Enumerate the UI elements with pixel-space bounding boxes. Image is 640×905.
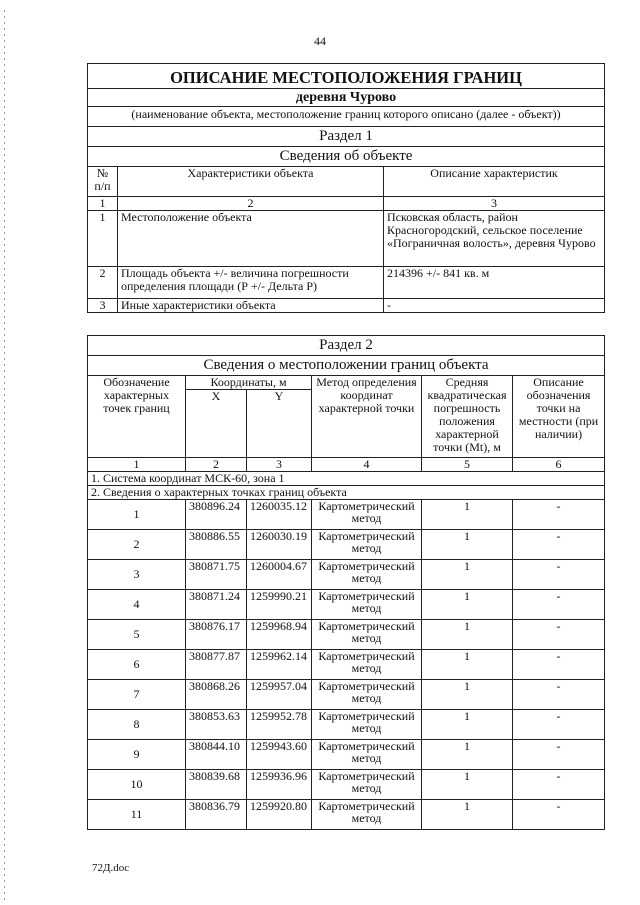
col-index: 2 [186, 458, 247, 472]
margin-dash [4, 166, 5, 168]
margin-dash [4, 886, 5, 888]
margin-dash [4, 592, 5, 594]
point-desc: - [513, 500, 605, 530]
margin-dash [4, 130, 5, 132]
point-id: 5 [88, 620, 186, 650]
margin-dash [4, 238, 5, 240]
margin-dash [4, 106, 5, 108]
col-x-header: X [186, 390, 247, 458]
point-id: 3 [88, 560, 186, 590]
margin-dash [4, 772, 5, 774]
margin-dash [4, 388, 5, 390]
margin-dash [4, 232, 5, 234]
point-desc: - [513, 620, 605, 650]
margin-dash [4, 286, 5, 288]
margin-dash [4, 436, 5, 438]
section2-table [87, 335, 605, 830]
point-id: 9 [88, 740, 186, 770]
point-mt: 1 [422, 680, 513, 710]
margin-dash [4, 676, 5, 678]
margin-dash [4, 172, 5, 174]
margin-dash [4, 64, 5, 66]
col-coords-header: Координаты, м [186, 376, 312, 390]
point-desc: - [513, 710, 605, 740]
point-mt: 1 [422, 740, 513, 770]
margin-dash [4, 814, 5, 816]
margin-dash [4, 34, 5, 36]
margin-dash [4, 16, 5, 18]
point-mt: 1 [422, 770, 513, 800]
document-title: ОПИСАНИЕ МЕСТОПОЛОЖЕНИЯ ГРАНИЦ [88, 64, 605, 89]
point-id: 7 [88, 680, 186, 710]
section2-subheading: Сведения о местоположении границ объекта [88, 356, 605, 376]
table-row [88, 211, 605, 267]
point-id: 6 [88, 650, 186, 680]
margin-dash [4, 142, 5, 144]
margin-dash [4, 424, 5, 426]
margin-dash [4, 190, 5, 192]
margin-dash [4, 370, 5, 372]
point-id: 11 [88, 800, 186, 830]
row-value: Псковская область, район Красногородский, сельское поселение «Пограничная волость», деревня Чурово [384, 211, 605, 267]
margin-dash [4, 82, 5, 84]
point-method: Картометрический метод [312, 650, 422, 680]
point-method: Картометрический метод [312, 770, 422, 800]
col-accuracy-header: Средняя квадратическая погрешность положения характерной точки (Mt), м [422, 376, 513, 458]
margin-dash [4, 448, 5, 450]
margin-dash [4, 28, 5, 30]
margin-dash [4, 526, 5, 528]
margin-dash [4, 244, 5, 246]
section2-heading: Раздел 2 [88, 336, 605, 356]
margin-dash [4, 478, 5, 480]
point-mt: 1 [422, 800, 513, 830]
point-y: 1259936.96 [247, 770, 312, 800]
row-name: Местоположение объекта [118, 211, 384, 267]
margin-dash [4, 352, 5, 354]
margin-dash [4, 862, 5, 864]
margin-dash [4, 88, 5, 90]
point-x: 380896.24 [186, 500, 247, 530]
point-y: 1259968.94 [247, 620, 312, 650]
point-method: Картометрический метод [312, 530, 422, 560]
margin-dash [4, 358, 5, 360]
margin-dash [4, 562, 5, 564]
table-row [88, 800, 605, 830]
point-y: 1259990.21 [247, 590, 312, 620]
margin-dash [4, 226, 5, 228]
margin-dash [4, 304, 5, 306]
point-desc: - [513, 650, 605, 680]
margin-dash [4, 490, 5, 492]
point-method: Картометрический метод [312, 680, 422, 710]
margin-dash [4, 46, 5, 48]
margin-dash [4, 736, 5, 738]
points-title: 2. Сведения о характерных точках границ объекта [88, 486, 605, 500]
margin-dash [4, 268, 5, 270]
margin-dash [4, 808, 5, 810]
col-point-header: Обозначение характерных точек границ [88, 376, 186, 458]
col-desc-header: Описание характеристик [384, 167, 605, 197]
margin-dash [4, 568, 5, 570]
row-value: - [384, 299, 605, 313]
point-x: 380871.75 [186, 560, 247, 590]
table-row [88, 680, 605, 710]
margin-dash [4, 430, 5, 432]
margin-dash [4, 820, 5, 822]
margin-dash [4, 538, 5, 540]
point-x: 380853.63 [186, 710, 247, 740]
col-index: 1 [88, 197, 118, 211]
margin-dash [4, 310, 5, 312]
margin-dash [4, 70, 5, 72]
point-id: 10 [88, 770, 186, 800]
margin-dash [4, 742, 5, 744]
point-x: 380868.26 [186, 680, 247, 710]
margin-dash [4, 412, 5, 414]
margin-dash [4, 688, 5, 690]
margin-dash [4, 292, 5, 294]
point-mt: 1 [422, 500, 513, 530]
margin-dash [4, 22, 5, 24]
margin-dash [4, 898, 5, 900]
margin-dash [4, 874, 5, 876]
margin-dash [4, 340, 5, 342]
point-method: Картометрический метод [312, 800, 422, 830]
margin-dash [4, 580, 5, 582]
col-index: 5 [422, 458, 513, 472]
margin-dash [4, 418, 5, 420]
point-mt: 1 [422, 530, 513, 560]
point-method: Картометрический метод [312, 590, 422, 620]
table-row [88, 530, 605, 560]
point-y: 1260004.67 [247, 560, 312, 590]
margin-dash [4, 208, 5, 210]
point-mt: 1 [422, 620, 513, 650]
row-num: 1 [88, 211, 118, 267]
point-y: 1259962.14 [247, 650, 312, 680]
margin-dash [4, 100, 5, 102]
margin-dash [4, 622, 5, 624]
margin-dash [4, 778, 5, 780]
margin-dash [4, 322, 5, 324]
margin-dash [4, 520, 5, 522]
margin-dash [4, 856, 5, 858]
margin-dash [4, 274, 5, 276]
margin-dash [4, 838, 5, 840]
row-num: 2 [88, 267, 118, 299]
point-method: Картометрический метод [312, 710, 422, 740]
margin-dash [4, 574, 5, 576]
margin-dash [4, 52, 5, 54]
margin-dash [4, 262, 5, 264]
margin-dash [4, 40, 5, 42]
margin-dash [4, 664, 5, 666]
point-desc: - [513, 770, 605, 800]
margin-dash [4, 748, 5, 750]
margin-dash [4, 604, 5, 606]
margin-dash [4, 892, 5, 894]
point-y: 1259943.60 [247, 740, 312, 770]
section1-heading: Раздел 1 [88, 127, 605, 147]
margin-dash [4, 484, 5, 486]
margin-dash [4, 844, 5, 846]
margin-dash [4, 10, 5, 12]
margin-dash [4, 634, 5, 636]
margin-dash [4, 760, 5, 762]
margin-dash [4, 472, 5, 474]
margin-dash [4, 766, 5, 768]
table-row [88, 500, 605, 530]
col-num-header: № п/п [88, 167, 118, 197]
col-index: 6 [513, 458, 605, 472]
col-index: 1 [88, 458, 186, 472]
margin-dash [4, 646, 5, 648]
margin-dash [4, 154, 5, 156]
margin-dash [4, 364, 5, 366]
table-row [88, 710, 605, 740]
margin-dash [4, 136, 5, 138]
coord-system: 1. Система координат МСК-60, зона 1 [88, 472, 605, 486]
point-mt: 1 [422, 710, 513, 740]
margin-dash [4, 514, 5, 516]
col-y-header: Y [247, 390, 312, 458]
margin-dash [4, 298, 5, 300]
col-index: 2 [118, 197, 384, 211]
point-mt: 1 [422, 590, 513, 620]
margin-dash [4, 466, 5, 468]
margin-dash [4, 58, 5, 60]
table-row [88, 590, 605, 620]
point-desc: - [513, 740, 605, 770]
margin-dash [4, 250, 5, 252]
object-name: деревня Чурово [88, 89, 605, 107]
point-id: 2 [88, 530, 186, 560]
point-id: 8 [88, 710, 186, 740]
margin-dash [4, 346, 5, 348]
margin-dash [4, 196, 5, 198]
margin-dash [4, 694, 5, 696]
margin-dash [4, 496, 5, 498]
margin-dash [4, 124, 5, 126]
point-desc: - [513, 680, 605, 710]
margin-dash [4, 850, 5, 852]
margin-dash [4, 214, 5, 216]
margin-dash [4, 880, 5, 882]
point-x: 380886.55 [186, 530, 247, 560]
margin-dash [4, 730, 5, 732]
margin-dash [4, 784, 5, 786]
col-index: 3 [384, 197, 605, 211]
margin-dash [4, 160, 5, 162]
margin-dash [4, 682, 5, 684]
table-row [88, 560, 605, 590]
point-y: 1259952.78 [247, 710, 312, 740]
section1-subheading: Сведения об объекте [88, 147, 605, 167]
margin-dash [4, 610, 5, 612]
point-desc: - [513, 530, 605, 560]
margin-dash [4, 544, 5, 546]
section1-table [87, 63, 605, 313]
margin-dash [4, 502, 5, 504]
margin-dash [4, 550, 5, 552]
row-value: 214396 +/- 841 кв. м [384, 267, 605, 299]
margin-dash [4, 706, 5, 708]
margin-dash [4, 382, 5, 384]
col-index: 4 [312, 458, 422, 472]
margin-dash [4, 328, 5, 330]
margin-dash [4, 460, 5, 462]
margin-dash [4, 598, 5, 600]
margin-dash [4, 658, 5, 660]
margin-dash [4, 454, 5, 456]
margin-dash [4, 700, 5, 702]
col-method-header: Метод определения координат характерной точки [312, 376, 422, 458]
margin-dash [4, 148, 5, 150]
margin-dash [4, 76, 5, 78]
margin-dash [4, 256, 5, 258]
margin-dash [4, 202, 5, 204]
row-name: Площадь объекта +/- величина погрешности определения площади (Р +/- Дельта Р) [118, 267, 384, 299]
point-method: Картометрический метод [312, 620, 422, 650]
margin-dash [4, 220, 5, 222]
row-name: Иные характеристики объекта [118, 299, 384, 313]
margin-dash [4, 118, 5, 120]
margin-dash [4, 280, 5, 282]
point-id: 4 [88, 590, 186, 620]
margin-dash [4, 754, 5, 756]
point-y: 1259920.80 [247, 800, 312, 830]
table-row [88, 299, 605, 313]
margin-dash [4, 316, 5, 318]
row-num: 3 [88, 299, 118, 313]
margin-dash [4, 442, 5, 444]
margin-dash [4, 556, 5, 558]
margin-dash [4, 826, 5, 828]
margin-dash [4, 790, 5, 792]
margin-dash [4, 628, 5, 630]
margin-dash [4, 670, 5, 672]
margin-dash [4, 868, 5, 870]
margin-dash [4, 178, 5, 180]
margin-dash [4, 652, 5, 654]
margin-dash [4, 94, 5, 96]
margin-dash [4, 112, 5, 114]
footer-filename: 72Д.doc [92, 862, 130, 874]
point-y: 1259957.04 [247, 680, 312, 710]
point-x: 380876.17 [186, 620, 247, 650]
point-x: 380877.87 [186, 650, 247, 680]
col-description-header: Описание обозначения точки на местности (при наличии) [513, 376, 605, 458]
page-number: 44 [314, 34, 326, 48]
margin-dash [4, 334, 5, 336]
margin-dash [4, 586, 5, 588]
col-char-header: Характеристики объекта [118, 167, 384, 197]
margin-dash [4, 718, 5, 720]
table-row [88, 620, 605, 650]
margin-dash [4, 796, 5, 798]
margin-dash [4, 724, 5, 726]
margin-dash [4, 712, 5, 714]
object-note: (наименование объекта, местоположение границ которого описано (далее - объект)) [88, 107, 605, 127]
margin-dash [4, 376, 5, 378]
point-method: Картометрический метод [312, 500, 422, 530]
table-row [88, 770, 605, 800]
point-x: 380844.10 [186, 740, 247, 770]
margin-dash [4, 802, 5, 804]
table-row [88, 267, 605, 299]
table-row [88, 740, 605, 770]
point-x: 380836.79 [186, 800, 247, 830]
point-y: 1260035.12 [247, 500, 312, 530]
margin-dash [4, 616, 5, 618]
margin-dash [4, 508, 5, 510]
margin-dash [4, 184, 5, 186]
margin-dash [4, 832, 5, 834]
point-method: Картометрический метод [312, 560, 422, 590]
point-desc: - [513, 590, 605, 620]
table-row [88, 650, 605, 680]
point-mt: 1 [422, 650, 513, 680]
point-y: 1260030.19 [247, 530, 312, 560]
point-x: 380839.68 [186, 770, 247, 800]
point-desc: - [513, 560, 605, 590]
col-index: 3 [247, 458, 312, 472]
margin-dash [4, 532, 5, 534]
margin-dash [4, 400, 5, 402]
point-mt: 1 [422, 560, 513, 590]
point-id: 1 [88, 500, 186, 530]
point-method: Картометрический метод [312, 740, 422, 770]
point-desc: - [513, 800, 605, 830]
margin-dash [4, 406, 5, 408]
point-x: 380871.24 [186, 590, 247, 620]
margin-dash [4, 640, 5, 642]
margin-dash [4, 394, 5, 396]
